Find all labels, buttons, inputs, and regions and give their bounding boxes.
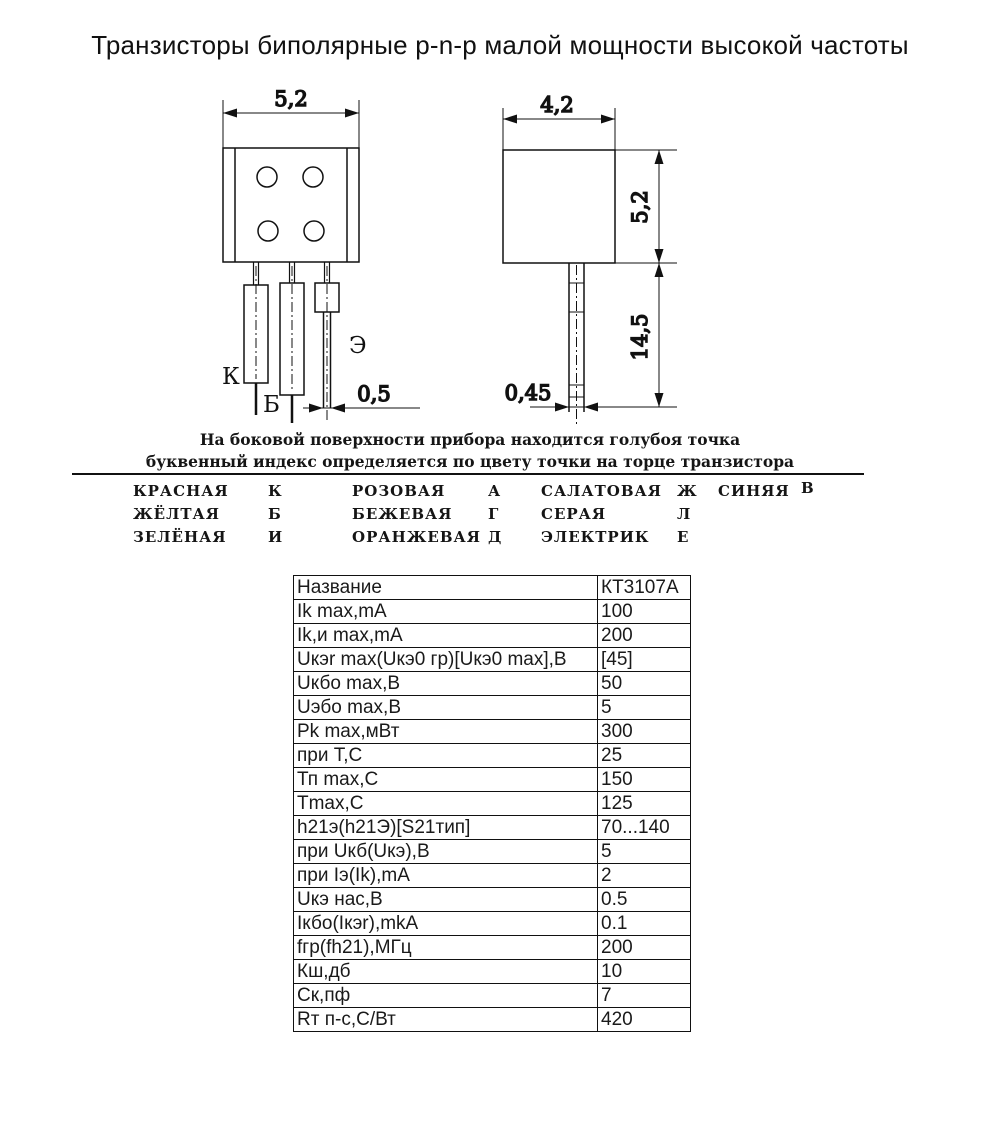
- front-view-drawing: [222, 87, 420, 423]
- table-row: [294, 816, 691, 840]
- table-row: [294, 648, 691, 672]
- param-value-cell: 0.5: [598, 888, 691, 912]
- side-height-dimension: [655, 150, 664, 263]
- table-row: [294, 720, 691, 744]
- param-label-cell: при T,C: [294, 744, 598, 768]
- param-label-cell: Uкэ нас,В: [294, 888, 598, 912]
- front-lead-width-dim-label: 0,5: [357, 382, 391, 406]
- legend-letter: А: [488, 482, 502, 500]
- param-value-cell: 200: [598, 936, 691, 960]
- pin-label-collector: К: [222, 364, 240, 390]
- param-label-cell: Название: [294, 576, 598, 600]
- legend-color-name: БЕЖЕВАЯ: [352, 505, 453, 523]
- param-value-cell: 5: [598, 840, 691, 864]
- param-label-cell: при Uкб(Uкэ),В: [294, 840, 598, 864]
- table-row: [294, 696, 691, 720]
- param-label-cell: Uкэr max(Uкэ0 гр)[Uкэ0 max],В: [294, 648, 598, 672]
- pin-label-base: Б: [263, 392, 280, 418]
- note-line-1: На боковой поверхности прибора находится голубоя точка: [199, 430, 741, 449]
- front-width-dim-label: 5,2: [274, 87, 308, 111]
- param-label-cell: при Iэ(Ik),mA: [294, 864, 598, 888]
- legend-letter: Д: [488, 528, 503, 546]
- param-value-cell: 100: [598, 600, 691, 624]
- param-label-cell: Ik,и max,mA: [294, 624, 598, 648]
- legend-color-name: ЭЛЕКТРИК: [541, 528, 650, 546]
- param-value-cell: 70...140: [598, 816, 691, 840]
- parameters-table: [293, 575, 691, 1032]
- legend-letter: Е: [677, 528, 690, 546]
- param-value-cell: 2: [598, 864, 691, 888]
- table-row: [294, 984, 691, 1008]
- color-legend: [0, 479, 1000, 548]
- legend-letter: К: [268, 482, 283, 500]
- param-value-cell: 420: [598, 1008, 691, 1032]
- param-label-cell: Ск,пф: [294, 984, 598, 1008]
- table-row: [294, 912, 691, 936]
- legend-color-name: ЗЕЛЁНАЯ: [133, 528, 227, 546]
- side-lead: [569, 263, 584, 425]
- param-value-cell: [45]: [598, 648, 691, 672]
- legend-letter: Г: [488, 505, 500, 523]
- package-drawings: [0, 85, 720, 435]
- param-value-cell: 125: [598, 792, 691, 816]
- table-row: [294, 840, 691, 864]
- legend-letter: Ж: [677, 482, 698, 500]
- table-row: [294, 936, 691, 960]
- param-label-cell: fгр(fh21),МГц: [294, 936, 598, 960]
- param-value-cell: КТ3107А: [598, 576, 691, 600]
- legend-letter: Л: [677, 505, 692, 523]
- param-value-cell: 5: [598, 696, 691, 720]
- legend-letter: В: [801, 479, 815, 497]
- legend-color-name: ОРАНЖЕВАЯ: [352, 528, 481, 546]
- side-lead-length-dim-label: 14,5: [628, 313, 652, 361]
- param-label-cell: Iкбо(Iкэr),mkA: [294, 912, 598, 936]
- pin-label-emitter: Э: [349, 333, 367, 359]
- param-label-cell: Uэбо max,В: [294, 696, 598, 720]
- param-label-cell: Ik max,mA: [294, 600, 598, 624]
- legend-color-name: РОЗОВАЯ: [352, 482, 446, 500]
- param-value-cell: 7: [598, 984, 691, 1008]
- table-row: [294, 576, 691, 600]
- table-row: [294, 672, 691, 696]
- lead-base: [280, 262, 304, 423]
- table-row: [294, 624, 691, 648]
- param-value-cell: 0.1: [598, 912, 691, 936]
- param-label-cell: Rт п-с,С/Вт: [294, 1008, 598, 1032]
- legend-color-name: ЖЁЛТАЯ: [133, 505, 220, 523]
- table-row: [294, 744, 691, 768]
- param-label-cell: Кш,дб: [294, 960, 598, 984]
- legend-color-name: СЕРАЯ: [541, 505, 607, 523]
- lead-emitter: [315, 262, 339, 420]
- table-row: [294, 1008, 691, 1032]
- param-value-cell: 50: [598, 672, 691, 696]
- side-view-drawing: [503, 93, 677, 425]
- legend-color-name: САЛАТОВАЯ: [541, 482, 662, 500]
- param-label-cell: Тп max,C: [294, 768, 598, 792]
- page-title: Транзисторы биполярные p-n-p малой мощности высокой частоты: [91, 30, 909, 60]
- legend-color-name: КРАСНАЯ: [133, 482, 229, 500]
- legend-letter: И: [268, 528, 284, 546]
- param-label-cell: Pk max,мВт: [294, 720, 598, 744]
- table-row: [294, 600, 691, 624]
- legend-letter: Б: [268, 505, 282, 523]
- divider-rule: [72, 473, 864, 475]
- param-value-cell: 25: [598, 744, 691, 768]
- param-label-cell: h21э(h21Э)[S21тип]: [294, 816, 598, 840]
- table-row: [294, 792, 691, 816]
- param-value-cell: 300: [598, 720, 691, 744]
- side-height-dim-label: 5,2: [628, 190, 652, 224]
- param-label-cell: Uкбо max,В: [294, 672, 598, 696]
- marking-notes: [70, 429, 870, 473]
- side-lead-thickness-dim-label: 0,45: [504, 381, 552, 405]
- table-row: [294, 888, 691, 912]
- side-width-dim-label: 4,2: [540, 93, 574, 117]
- table-row: [294, 864, 691, 888]
- param-value-cell: 150: [598, 768, 691, 792]
- param-value-cell: 200: [598, 624, 691, 648]
- table-row: [294, 960, 691, 984]
- front-body-outline: [223, 148, 359, 262]
- note-line-2: буквенный индекс определяется по цвету точки на торце транзистора: [145, 452, 795, 471]
- table-row: [294, 768, 691, 792]
- legend-color-name: СИНЯЯ: [718, 482, 790, 500]
- param-label-cell: Tmax,C: [294, 792, 598, 816]
- param-value-cell: 10: [598, 960, 691, 984]
- side-lead-length-dimension: [530, 263, 677, 407]
